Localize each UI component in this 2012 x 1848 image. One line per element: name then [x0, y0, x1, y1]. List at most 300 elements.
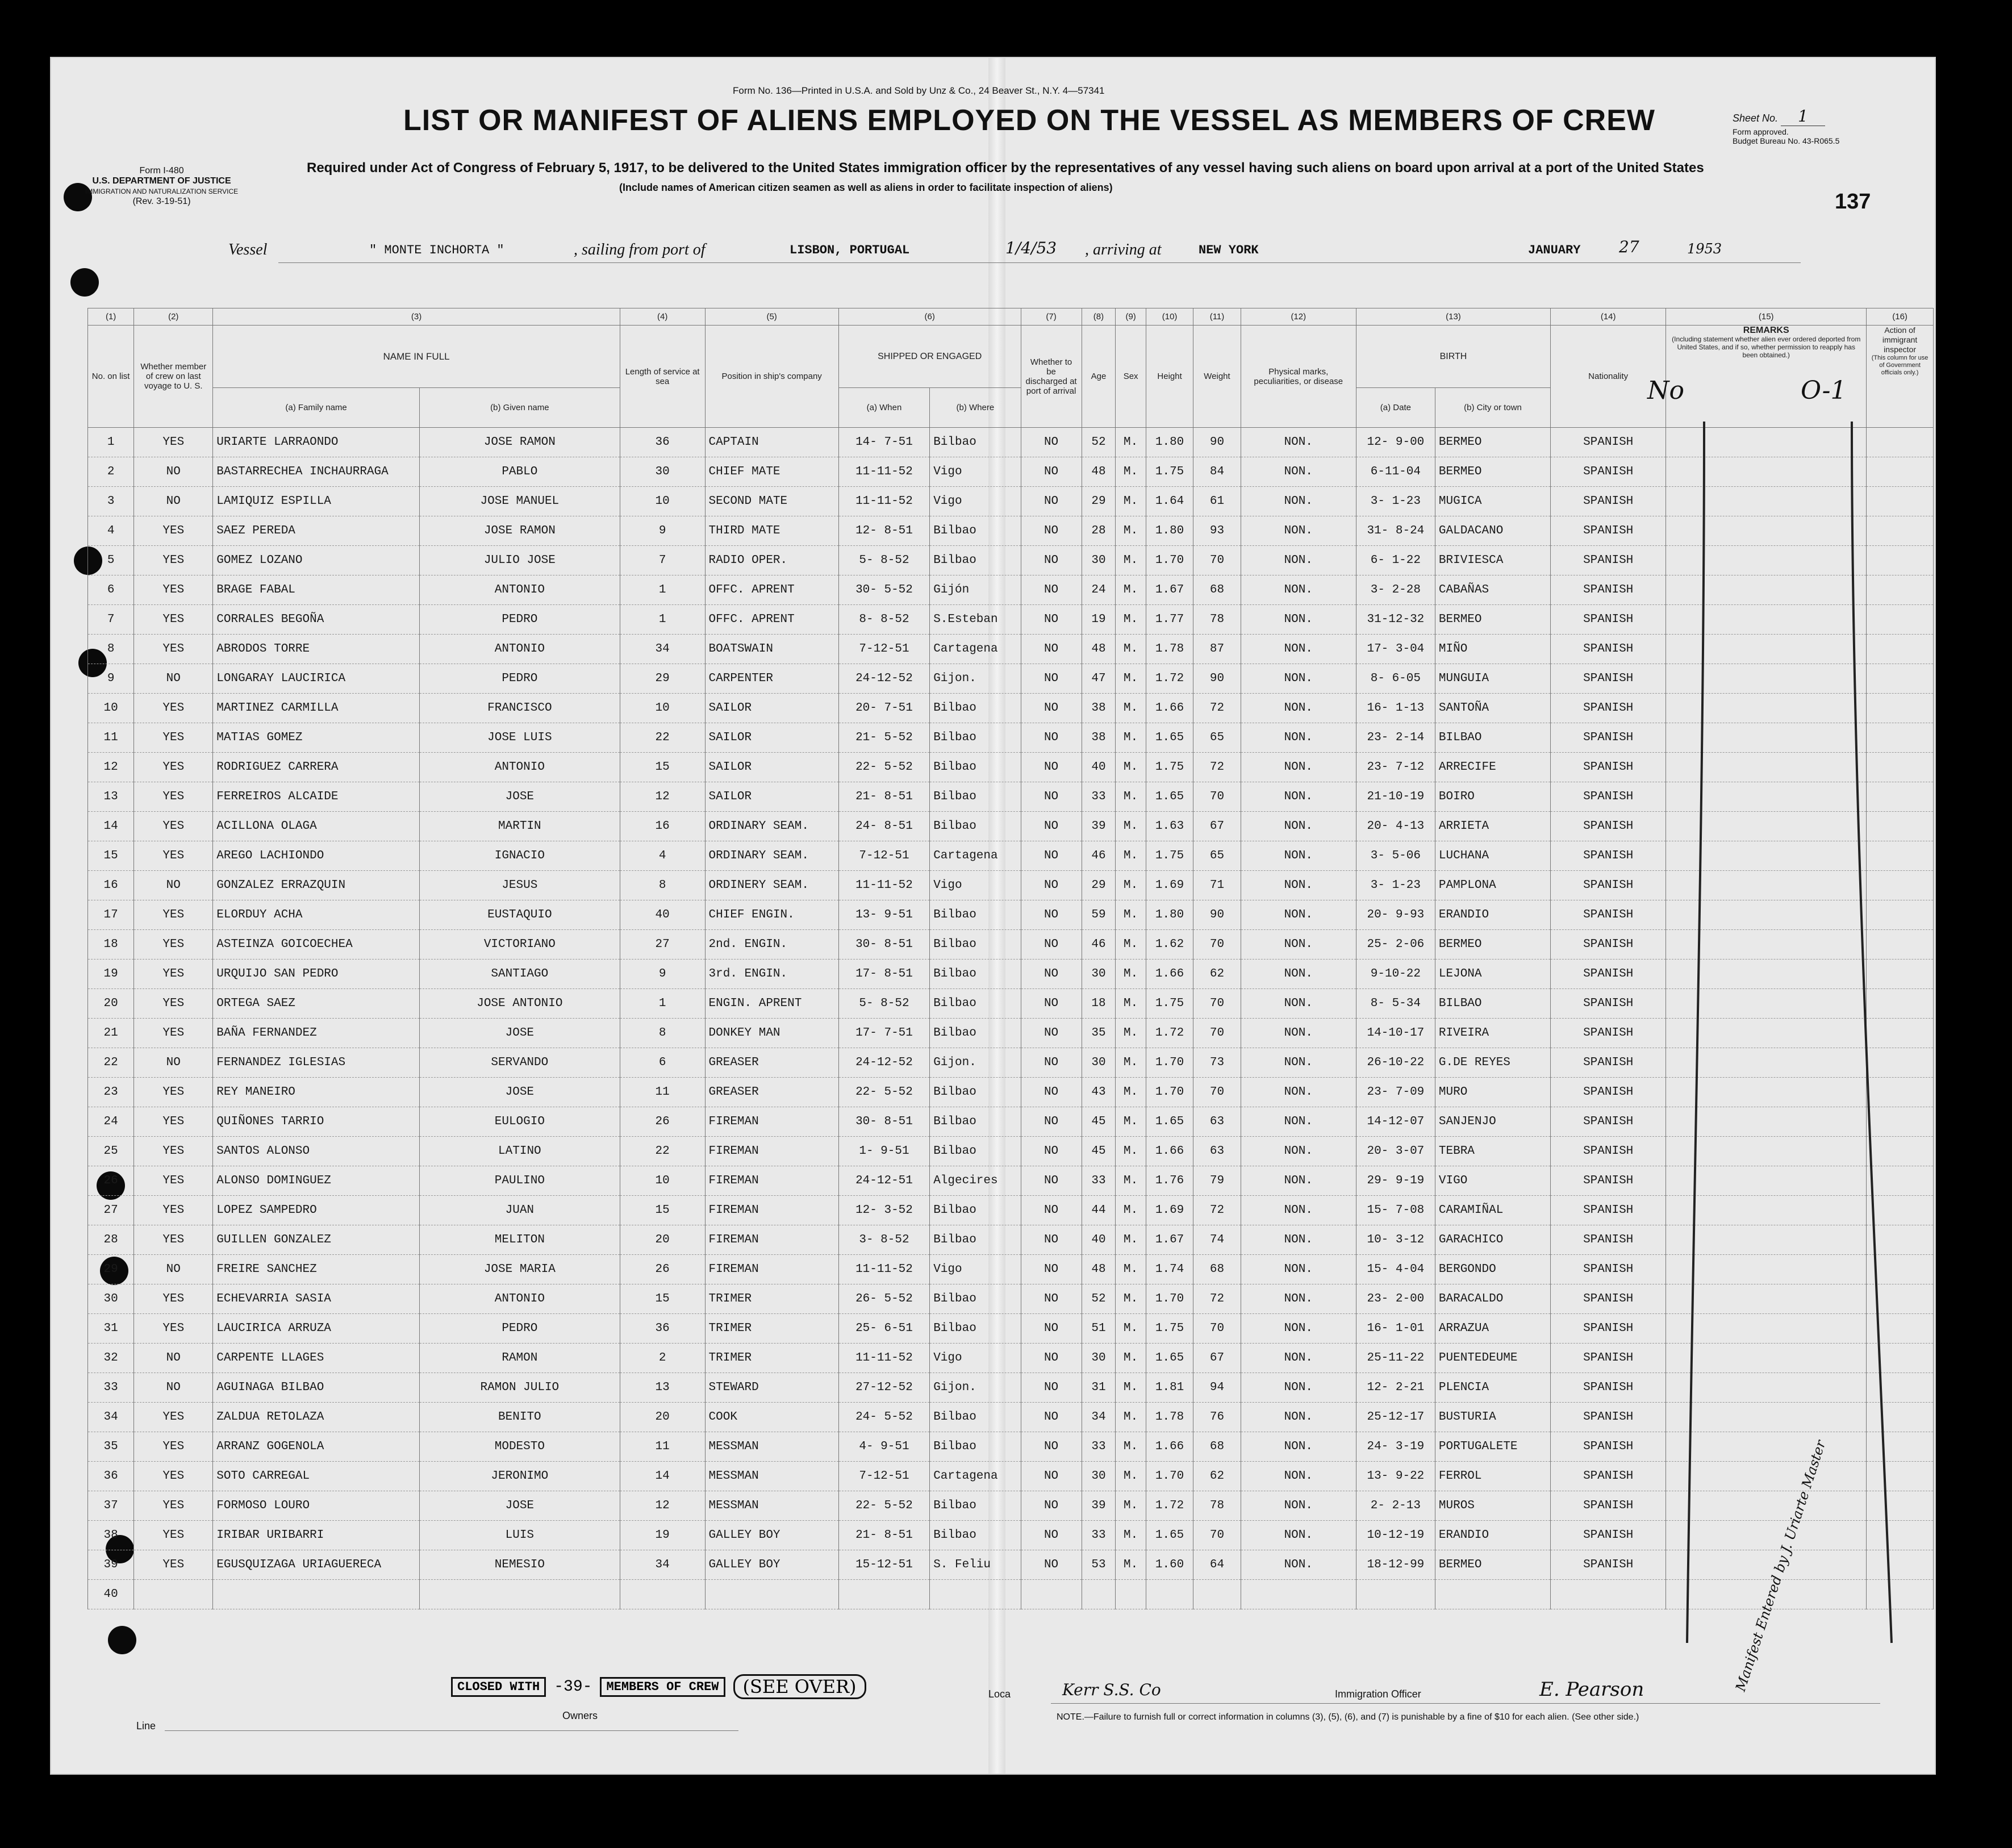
position: TRIMER: [705, 1314, 838, 1344]
weight: 61: [1193, 487, 1241, 516]
birth-city: RIVEIRA: [1435, 1019, 1550, 1048]
prev-voyage: YES: [134, 1107, 213, 1137]
birth-date: 18-12-99: [1356, 1550, 1435, 1580]
nationality: SPANISH: [1551, 871, 1666, 900]
position: THIRD MATE: [705, 516, 838, 546]
position: CAPTAIN: [705, 428, 838, 457]
shipped-where: Gijon.: [930, 664, 1021, 694]
position: TRIMER: [705, 1344, 838, 1373]
height: 1.77: [1146, 605, 1193, 635]
sex: M.: [1116, 1491, 1146, 1521]
header-where: (b) Where: [930, 388, 1021, 428]
birth-date: 24- 3-19: [1356, 1432, 1435, 1462]
nationality: SPANISH: [1551, 1166, 1666, 1196]
shipped-where: Bilbao: [930, 812, 1021, 841]
height: 1.70: [1146, 1048, 1193, 1078]
shipped-where: Bilbao: [930, 694, 1021, 723]
birth-date: 10-12-19: [1356, 1521, 1435, 1550]
position: CHIEF ENGIN.: [705, 900, 838, 930]
row-number: 10: [88, 694, 134, 723]
physical-marks: NON.: [1241, 457, 1356, 487]
physical-marks: NON.: [1241, 1019, 1356, 1048]
weight: 67: [1193, 1344, 1241, 1373]
family-name: GOMEZ LOZANO: [213, 546, 420, 575]
given-name: JESUS: [419, 871, 620, 900]
discharged: NO: [1021, 575, 1082, 605]
discharged: NO: [1021, 1344, 1082, 1373]
length-of-service: 27: [620, 930, 705, 960]
nationality: SPANISH: [1551, 1314, 1666, 1344]
prev-voyage: YES: [134, 723, 213, 753]
handwritten-date: 1/4/53: [1005, 239, 1057, 257]
prev-voyage: YES: [134, 1225, 213, 1255]
height: 1.75: [1146, 841, 1193, 871]
given-name: PAULINO: [419, 1166, 620, 1196]
row-number: 16: [88, 871, 134, 900]
length-of-service: 26: [620, 1255, 705, 1284]
row-number: 31: [88, 1314, 134, 1344]
given-name: EUSTAQUIO: [419, 900, 620, 930]
length-of-service: 22: [620, 723, 705, 753]
empty-cell: [1021, 1580, 1082, 1609]
age: 29: [1082, 487, 1116, 516]
prev-voyage: NO: [134, 1255, 213, 1284]
birth-date: 16- 1-01: [1356, 1314, 1435, 1344]
birth-date: 25- 2-06: [1356, 930, 1435, 960]
age: 46: [1082, 841, 1116, 871]
age: 46: [1082, 930, 1116, 960]
row-number: 39: [88, 1550, 134, 1580]
family-name: CORRALES BEGOÑA: [213, 605, 420, 635]
prev-voyage: YES: [134, 694, 213, 723]
nationality: SPANISH: [1551, 694, 1666, 723]
row-number: 37: [88, 1491, 134, 1521]
birth-date: 13- 9-22: [1356, 1462, 1435, 1491]
prev-voyage: YES: [134, 605, 213, 635]
height: 1.69: [1146, 1196, 1193, 1225]
family-name: SOTO CARREGAL: [213, 1462, 420, 1491]
height: 1.75: [1146, 989, 1193, 1019]
empty-cell: [1435, 1580, 1550, 1609]
height: 1.75: [1146, 1314, 1193, 1344]
birth-city: G.DE REYES: [1435, 1048, 1550, 1078]
revision: (Rev. 3-19-51): [132, 197, 191, 206]
row-number: 5: [88, 546, 134, 575]
discharged: NO: [1021, 428, 1082, 457]
age: 34: [1082, 1403, 1116, 1432]
birth-city: MIÑO: [1435, 635, 1550, 664]
weight: 65: [1193, 841, 1241, 871]
nationality: SPANISH: [1551, 1344, 1666, 1373]
port-to: NEW YORK: [1199, 243, 1259, 257]
length-of-service: 10: [620, 1166, 705, 1196]
birth-date: 20- 9-93: [1356, 900, 1435, 930]
nationality: SPANISH: [1551, 812, 1666, 841]
weight: 70: [1193, 1019, 1241, 1048]
weight: 73: [1193, 1048, 1241, 1078]
birth-date: 6-11-04: [1356, 457, 1435, 487]
birth-date: 6- 1-22: [1356, 546, 1435, 575]
shipped-when: 7-12-51: [838, 635, 929, 664]
sex: M.: [1116, 457, 1146, 487]
header-birth: BIRTH: [1356, 326, 1550, 388]
stamp-number: 137: [1835, 190, 1871, 214]
shipped-where: Gijón: [930, 575, 1021, 605]
discharged: NO: [1021, 900, 1082, 930]
shipped-where: Bilbao: [930, 1403, 1021, 1432]
discharged: NO: [1021, 664, 1082, 694]
family-name: ARRANZ GOGENOLA: [213, 1432, 420, 1462]
birth-city: ARRAZUA: [1435, 1314, 1550, 1344]
prev-voyage: YES: [134, 1314, 213, 1344]
signature-underline: [1051, 1703, 1880, 1704]
shipped-when: 24-12-52: [838, 664, 929, 694]
length-of-service: 15: [620, 1196, 705, 1225]
family-name: BAÑA FERNANDEZ: [213, 1019, 420, 1048]
nationality: SPANISH: [1551, 664, 1666, 694]
discharged: NO: [1021, 1373, 1082, 1403]
height: 1.64: [1146, 487, 1193, 516]
family-name: AGUINAGA BILBAO: [213, 1373, 420, 1403]
header-length-of-service: Length of service at sea: [620, 326, 705, 428]
shipped-where: Bilbao: [930, 1314, 1021, 1344]
height: 1.66: [1146, 694, 1193, 723]
birth-date: 20- 4-13: [1356, 812, 1435, 841]
length-of-service: 29: [620, 664, 705, 694]
shipped-when: 5- 8-52: [838, 546, 929, 575]
sex: M.: [1116, 1462, 1146, 1491]
sex: M.: [1116, 664, 1146, 694]
shipped-when: 20- 7-51: [838, 694, 929, 723]
header-birth-date: (a) Date: [1356, 388, 1435, 428]
row-number: 22: [88, 1048, 134, 1078]
age: 45: [1082, 1137, 1116, 1166]
fine-note: NOTE.—Failure to furnish full or correct information in columns (3), (5), (6), and (7) is punishable by a fine of $10 for each alien. (See other side.): [1057, 1712, 1639, 1722]
given-name: RAMON JULIO: [419, 1373, 620, 1403]
empty-cell: [213, 1580, 420, 1609]
nationality: SPANISH: [1551, 782, 1666, 812]
nationality: SPANISH: [1551, 1284, 1666, 1314]
given-name: MODESTO: [419, 1432, 620, 1462]
given-name: JOSE MANUEL: [419, 487, 620, 516]
weight: 79: [1193, 1166, 1241, 1196]
shipped-when: 24- 5-52: [838, 1403, 929, 1432]
prev-voyage: NO: [134, 487, 213, 516]
prev-voyage: YES: [134, 1019, 213, 1048]
shipped-when: 12- 3-52: [838, 1196, 929, 1225]
discharged: NO: [1021, 1432, 1082, 1462]
physical-marks: NON.: [1241, 1137, 1356, 1166]
given-name: JOSE: [419, 1019, 620, 1048]
birth-city: PAMPLONA: [1435, 871, 1550, 900]
birth-date: 16- 1-13: [1356, 694, 1435, 723]
birth-date: 17- 3-04: [1356, 635, 1435, 664]
row-number: 40: [88, 1580, 134, 1609]
age: 24: [1082, 575, 1116, 605]
row-number: 3: [88, 487, 134, 516]
shipped-when: 21- 8-51: [838, 1521, 929, 1550]
position: MESSMAN: [705, 1491, 838, 1521]
row-number: 15: [88, 841, 134, 871]
length-of-service: 6: [620, 1048, 705, 1078]
age: 51: [1082, 1314, 1116, 1344]
birth-city: CARAMIÑAL: [1435, 1196, 1550, 1225]
age: 30: [1082, 1048, 1116, 1078]
physical-marks: NON.: [1241, 1403, 1356, 1432]
age: 53: [1082, 1550, 1116, 1580]
position: FIREMAN: [705, 1137, 838, 1166]
length-of-service: 20: [620, 1403, 705, 1432]
height: 1.72: [1146, 664, 1193, 694]
age: 59: [1082, 900, 1116, 930]
given-name: NEMESIO: [419, 1550, 620, 1580]
position: MESSMAN: [705, 1462, 838, 1491]
remarks-drawn-lines: [1608, 422, 1926, 1671]
discharged: NO: [1021, 1403, 1082, 1432]
given-name: ANTONIO: [419, 635, 620, 664]
height: 1.70: [1146, 1462, 1193, 1491]
header-weight: Weight: [1193, 326, 1241, 428]
empty-cell: [620, 1580, 705, 1609]
prev-voyage: YES: [134, 1137, 213, 1166]
physical-marks: NON.: [1241, 516, 1356, 546]
height: 1.65: [1146, 1107, 1193, 1137]
age: 28: [1082, 516, 1116, 546]
height: 1.66: [1146, 1137, 1193, 1166]
birth-city: BILBAO: [1435, 723, 1550, 753]
family-name: BRAGE FABAL: [213, 575, 420, 605]
shipped-when: 17- 7-51: [838, 1019, 929, 1048]
form-number: Form No. 136—Printed in U.S.A. and Sold by Unz & Co., 24 Beaver St., N.Y. 4—57341: [733, 85, 1105, 96]
shipped-where: Vigo: [930, 487, 1021, 516]
action-title: Action of immigrant inspector: [1882, 326, 1918, 354]
sheet-label: Sheet No.: [1733, 112, 1779, 124]
row-number: 29: [88, 1255, 134, 1284]
birth-date: 20- 3-07: [1356, 1137, 1435, 1166]
age: 30: [1082, 546, 1116, 575]
shipped-when: 24-12-52: [838, 1048, 929, 1078]
age: 35: [1082, 1019, 1116, 1048]
port-from: LISBON, PORTUGAL: [790, 243, 910, 257]
shipped-when: 21- 5-52: [838, 723, 929, 753]
shipped-where: Gijon.: [930, 1373, 1021, 1403]
length-of-service: 13: [620, 1373, 705, 1403]
length-of-service: 8: [620, 1019, 705, 1048]
row-number: 7: [88, 605, 134, 635]
age: 33: [1082, 1166, 1116, 1196]
row-number: 30: [88, 1284, 134, 1314]
age: 33: [1082, 782, 1116, 812]
given-name: LATINO: [419, 1137, 620, 1166]
age: 31: [1082, 1373, 1116, 1403]
height: 1.69: [1146, 871, 1193, 900]
arrival-day: 27: [1619, 237, 1639, 256]
height: 1.65: [1146, 1344, 1193, 1373]
physical-marks: NON.: [1241, 1196, 1356, 1225]
birth-date: 23- 2-00: [1356, 1284, 1435, 1314]
family-name: QUIÑONES TARRIO: [213, 1107, 420, 1137]
birth-city: PORTUGALETE: [1435, 1432, 1550, 1462]
sex: M.: [1116, 1255, 1146, 1284]
nationality: SPANISH: [1551, 1373, 1666, 1403]
row-number: 28: [88, 1225, 134, 1255]
position: OFFC. APRENT: [705, 605, 838, 635]
discharged: NO: [1021, 1521, 1082, 1550]
length-of-service: 12: [620, 1491, 705, 1521]
approval-line: Form approved.: [1733, 127, 1789, 136]
birth-city: GARACHICO: [1435, 1225, 1550, 1255]
birth-date: 3- 1-23: [1356, 871, 1435, 900]
shipped-when: 7-12-51: [838, 841, 929, 871]
remarks-note: (Including statement whether alien ever ordered deported from United States, and if so, whether permission to reapply has been obtained.): [1672, 335, 1861, 359]
nationality: SPANISH: [1551, 1019, 1666, 1048]
header-when: (a) When: [838, 388, 929, 428]
discharged: NO: [1021, 1225, 1082, 1255]
position: ORDINERY SEAM.: [705, 871, 838, 900]
discharged: NO: [1021, 1048, 1082, 1078]
shipped-when: 1- 9-51: [838, 1137, 929, 1166]
discharged: NO: [1021, 1137, 1082, 1166]
prev-voyage: YES: [134, 812, 213, 841]
age: 30: [1082, 1462, 1116, 1491]
length-of-service: 1: [620, 989, 705, 1019]
nationality: SPANISH: [1551, 1225, 1666, 1255]
shipped-where: S. Feliu: [930, 1550, 1021, 1580]
birth-city: BARACALDO: [1435, 1284, 1550, 1314]
shipped-where: Bilbao: [930, 753, 1021, 782]
shipped-where: S.Esteban: [930, 605, 1021, 635]
shipped-when: 27-12-52: [838, 1373, 929, 1403]
header-sex: Sex: [1116, 326, 1146, 428]
height: 1.62: [1146, 930, 1193, 960]
length-of-service: 11: [620, 1078, 705, 1107]
shipped-when: 11-11-52: [838, 1255, 929, 1284]
shipped-where: Vigo: [930, 457, 1021, 487]
family-name: MARTINEZ CARMILLA: [213, 694, 420, 723]
birth-date: 31-12-32: [1356, 605, 1435, 635]
physical-marks: NON.: [1241, 1521, 1356, 1550]
length-of-service: 34: [620, 1550, 705, 1580]
prev-voyage: YES: [134, 1550, 213, 1580]
height: 1.81: [1146, 1373, 1193, 1403]
length-of-service: 9: [620, 960, 705, 989]
height: 1.70: [1146, 1078, 1193, 1107]
position: CARPENTER: [705, 664, 838, 694]
physical-marks: NON.: [1241, 694, 1356, 723]
family-name: LOPEZ SAMPEDRO: [213, 1196, 420, 1225]
shipped-where: Bilbao: [930, 1196, 1021, 1225]
birth-city: BERMEO: [1435, 1550, 1550, 1580]
physical-marks: NON.: [1241, 1550, 1356, 1580]
given-name: JOSE LUIS: [419, 723, 620, 753]
nationality: SPANISH: [1551, 1403, 1666, 1432]
weight: 72: [1193, 694, 1241, 723]
physical-marks: NON.: [1241, 753, 1356, 782]
physical-marks: NON.: [1241, 605, 1356, 635]
given-name: BENITO: [419, 1403, 620, 1432]
weight: 65: [1193, 723, 1241, 753]
physical-marks: NON.: [1241, 1107, 1356, 1137]
family-name: ELORDUY ACHA: [213, 900, 420, 930]
family-name: ORTEGA SAEZ: [213, 989, 420, 1019]
shipped-where: Algecires: [930, 1166, 1021, 1196]
header-nationality: Nationality: [1551, 326, 1666, 428]
physical-marks: NON.: [1241, 1225, 1356, 1255]
physical-marks: NON.: [1241, 487, 1356, 516]
header-family-name: (a) Family name: [213, 388, 420, 428]
height: 1.65: [1146, 1521, 1193, 1550]
header-birth-city: (b) City or town: [1435, 388, 1550, 428]
given-name: JOSE ANTONIO: [419, 989, 620, 1019]
shipped-where: Bilbao: [930, 930, 1021, 960]
given-name: ANTONIO: [419, 575, 620, 605]
shipped-where: Bilbao: [930, 1225, 1021, 1255]
position: TRIMER: [705, 1284, 838, 1314]
physical-marks: NON.: [1241, 723, 1356, 753]
given-name: EULOGIO: [419, 1107, 620, 1137]
physical-marks: NON.: [1241, 782, 1356, 812]
row-number: 20: [88, 989, 134, 1019]
weight: 90: [1193, 900, 1241, 930]
sex: M.: [1116, 782, 1146, 812]
birth-date: 23- 2-14: [1356, 723, 1435, 753]
given-name: ANTONIO: [419, 1284, 620, 1314]
discharged: NO: [1021, 1019, 1082, 1048]
footer-line-label: Line: [136, 1720, 156, 1732]
prev-voyage: NO: [134, 1373, 213, 1403]
height: 1.76: [1146, 1166, 1193, 1196]
master-signature: Manifest Entered by J. Uriarte Master: [1733, 1438, 1829, 1693]
header-given-name: (b) Given name: [419, 388, 620, 428]
weight: 90: [1193, 428, 1241, 457]
prev-voyage: YES: [134, 1284, 213, 1314]
weight: 68: [1193, 575, 1241, 605]
age: 52: [1082, 428, 1116, 457]
shipped-when: 7-12-51: [838, 1462, 929, 1491]
empty-cell: [1193, 1580, 1241, 1609]
physical-marks: NON.: [1241, 428, 1356, 457]
shipped-where: Bilbao: [930, 546, 1021, 575]
family-name: IRIBAR URIBARRI: [213, 1521, 420, 1550]
family-name: FREIRE SANCHEZ: [213, 1255, 420, 1284]
position: DONKEY MAN: [705, 1019, 838, 1048]
birth-city: LEJONA: [1435, 960, 1550, 989]
shipped-where: Cartagena: [930, 635, 1021, 664]
row-number: 13: [88, 782, 134, 812]
row-number: 32: [88, 1344, 134, 1373]
family-name: AREGO LACHIONDO: [213, 841, 420, 871]
birth-city: SANJENJO: [1435, 1107, 1550, 1137]
prev-voyage: YES: [134, 1521, 213, 1550]
birth-date: 8- 6-05: [1356, 664, 1435, 694]
position: COOK: [705, 1403, 838, 1432]
birth-date: 2- 2-13: [1356, 1491, 1435, 1521]
age: 19: [1082, 605, 1116, 635]
row-number: 17: [88, 900, 134, 930]
weight: 62: [1193, 960, 1241, 989]
nationality: SPANISH: [1551, 1137, 1666, 1166]
given-name: JERONIMO: [419, 1462, 620, 1491]
birth-date: 9-10-22: [1356, 960, 1435, 989]
sex: M.: [1116, 753, 1146, 782]
nationality: SPANISH: [1551, 960, 1666, 989]
family-name: LAUCIRICA ARRUZA: [213, 1314, 420, 1344]
punch-hole: [108, 1626, 136, 1654]
row-number: 25: [88, 1137, 134, 1166]
weight: 93: [1193, 516, 1241, 546]
shipped-where: Vigo: [930, 871, 1021, 900]
height: 1.75: [1146, 457, 1193, 487]
